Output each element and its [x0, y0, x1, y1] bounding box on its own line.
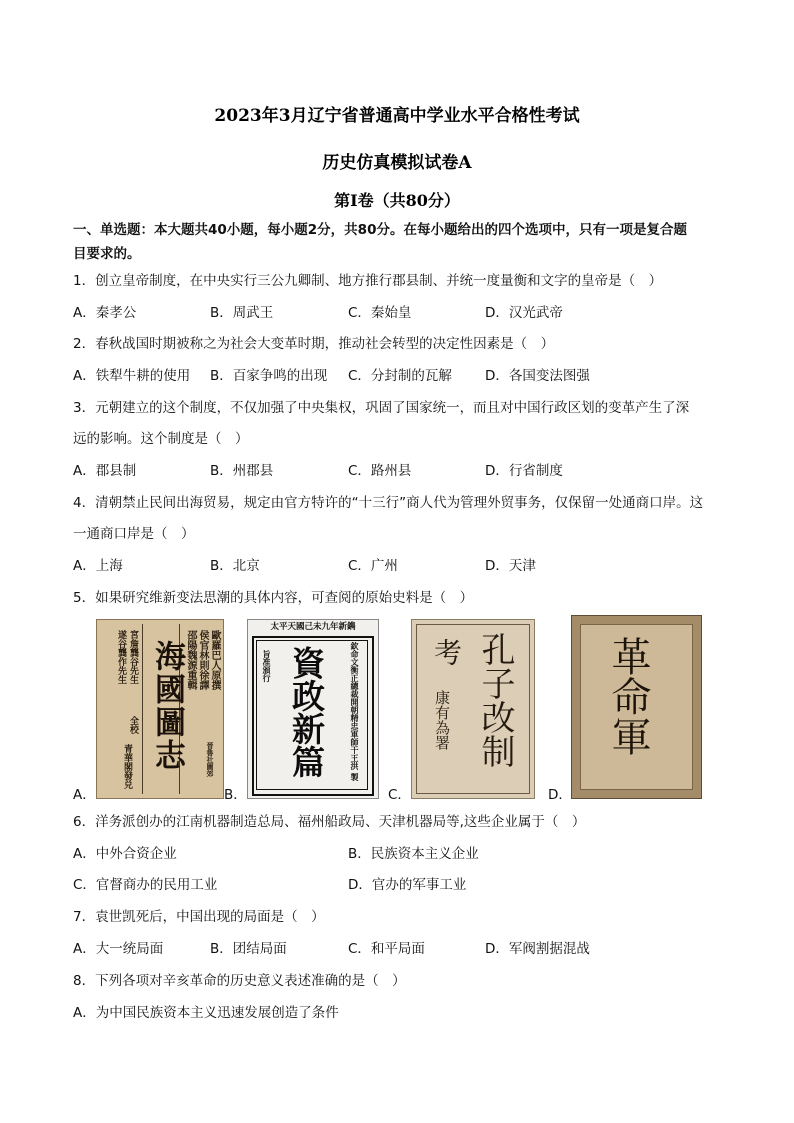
question-1-option-a: A．秦孝公	[73, 305, 137, 321]
question-6-stem: 6．洋务派创办的江南机器制造总局、福州船政局、天津机器局等,这些企业属于（ ）	[73, 814, 586, 830]
question-3-option-c: C．路州县	[348, 463, 412, 479]
question-2-stem: 2．春秋战国时期被称之为社会大变革时期，推动社会转型的决定性因素是（ ）	[73, 336, 555, 352]
book-a-right-col-2: 侯官林則徐譯	[197, 630, 208, 690]
question-3-option-a: A．郡县制	[73, 463, 137, 479]
question-8-stem: 8．下列各项对辛亥革命的历史意义表述准确的是（ ）	[73, 973, 406, 989]
book-a-right-col-1: 歐羅巴人原撰	[209, 630, 220, 690]
question-3-stem-line-2: 远的影响。这个制度是（ ）	[73, 431, 249, 447]
question-2-option-b: B．百家争鸣的出现	[210, 368, 328, 384]
question-7-option-d: D．军阀割据混战	[485, 941, 590, 957]
question-5-label-d: D．	[548, 787, 572, 803]
book-b-right-col: 欽命文衡正總裁開朝精忠軍師干王洪 製	[350, 642, 360, 781]
book-c-author: 康有為署	[433, 690, 451, 750]
question-3-option-b: B．州郡县	[210, 463, 274, 479]
book-a-left-col-2: 遂谷龔作先生	[116, 630, 126, 684]
book-a-publisher-col: 晉魯社圖郊	[206, 742, 215, 777]
question-4-option-a: A．上海	[73, 558, 123, 574]
book-b-title: 資政新篇	[287, 646, 326, 778]
book-a-title: 海國圖志	[149, 640, 185, 772]
question-6-option-a: A．中外合资企业	[73, 846, 177, 862]
question-2-option-c: C．分封制的瓦解	[348, 368, 452, 384]
option-d-book-cover-image	[571, 615, 702, 799]
question-7-option-c: C．和平局面	[348, 941, 425, 957]
part-heading: 第I卷（共80分）	[334, 191, 460, 210]
question-8-option-a: A．为中国民族资本主义迅速发展创造了条件	[73, 1005, 339, 1021]
book-c-side-char: 考	[430, 638, 463, 666]
question-5-label-b: B．	[224, 787, 247, 803]
question-4-stem-line-1: 4．清朝禁止民间出海贸易，规定由官方特许的“十三行”商人代为管理外贸事务，仅保留一处通商口岸。这	[73, 495, 704, 511]
book-b-left-col: 旨准頒行	[262, 650, 272, 682]
book-a-right-col-3: 邵陽魏源重輯	[185, 630, 196, 690]
option-b-book-cover-image	[247, 619, 379, 799]
question-4-option-d: D．天津	[485, 558, 536, 574]
question-3-stem-line-1: 3．元朝建立的这个制度，不仅加强了中央集权，巩固了国家统一，而且对中国行政区划的变革产生了深	[73, 400, 690, 416]
question-7-option-b: B．团结局面	[210, 941, 287, 957]
question-3-option-d: D．行省制度	[485, 463, 563, 479]
book-a-left-col-4: 青華閣發兑	[122, 744, 132, 789]
question-5-label-a: A．	[73, 787, 96, 803]
question-1-stem: 1．创立皇帝制度，在中央实行三公九卿制、地方推行郡县制、并统一度量衡和文字的皇帝是（ ）	[73, 273, 663, 289]
question-1-option-d: D．汉光武帝	[485, 305, 563, 321]
question-1-option-c: C．秦始皇	[348, 305, 412, 321]
section-instructions-line-1: 一、单选题：本大题共40小题，每小题2分，共80分。在每小题给出的四个选项中，只有一项是复合题	[73, 222, 687, 238]
book-c-title: 孔子改制	[475, 632, 515, 768]
book-a-left-col-1: 宮詹龔谷先生	[128, 630, 138, 684]
exam-subtitle: 历史仿真模拟试卷A	[322, 153, 472, 173]
question-5-label-c: C．	[388, 787, 411, 803]
question-6-option-c: C．官督商办的民用工业	[73, 877, 218, 893]
question-4-stem-line-2: 一通商口岸是（ ）	[73, 526, 195, 542]
question-2-option-a: A．铁犁牛耕的使用	[73, 368, 191, 384]
question-2-option-d: D．各国变法图强	[485, 368, 590, 384]
question-7-stem: 7．袁世凯死后，中国出现的局面是（ ）	[73, 909, 325, 925]
question-7-option-a: A．大一统局面	[73, 941, 164, 957]
exam-title: 2023年3月辽宁省普通高中学业水平合格性考试	[214, 106, 580, 126]
option-c-book-cover-image	[411, 619, 535, 799]
question-5-stem: 5．如果研究维新变法思潮的具体内容，可查阅的原始史料是（ ）	[73, 590, 474, 606]
book-d-title: 革命軍	[605, 636, 651, 756]
section-instructions-line-2: 目要求的。	[73, 246, 141, 262]
book-b-top-banner: 太平天國己未九年新鐫	[270, 622, 356, 632]
question-4-option-c: C．广州	[348, 558, 398, 574]
question-6-option-b: B．民族资本主义企业	[348, 846, 479, 862]
question-1-option-b: B．周武王	[210, 305, 274, 321]
option-a-book-cover-image	[96, 619, 224, 799]
question-6-option-d: D．官办的军事工业	[348, 877, 467, 893]
book-a-left-col-3: 全校	[128, 716, 138, 734]
question-4-option-b: B．北京	[210, 558, 260, 574]
